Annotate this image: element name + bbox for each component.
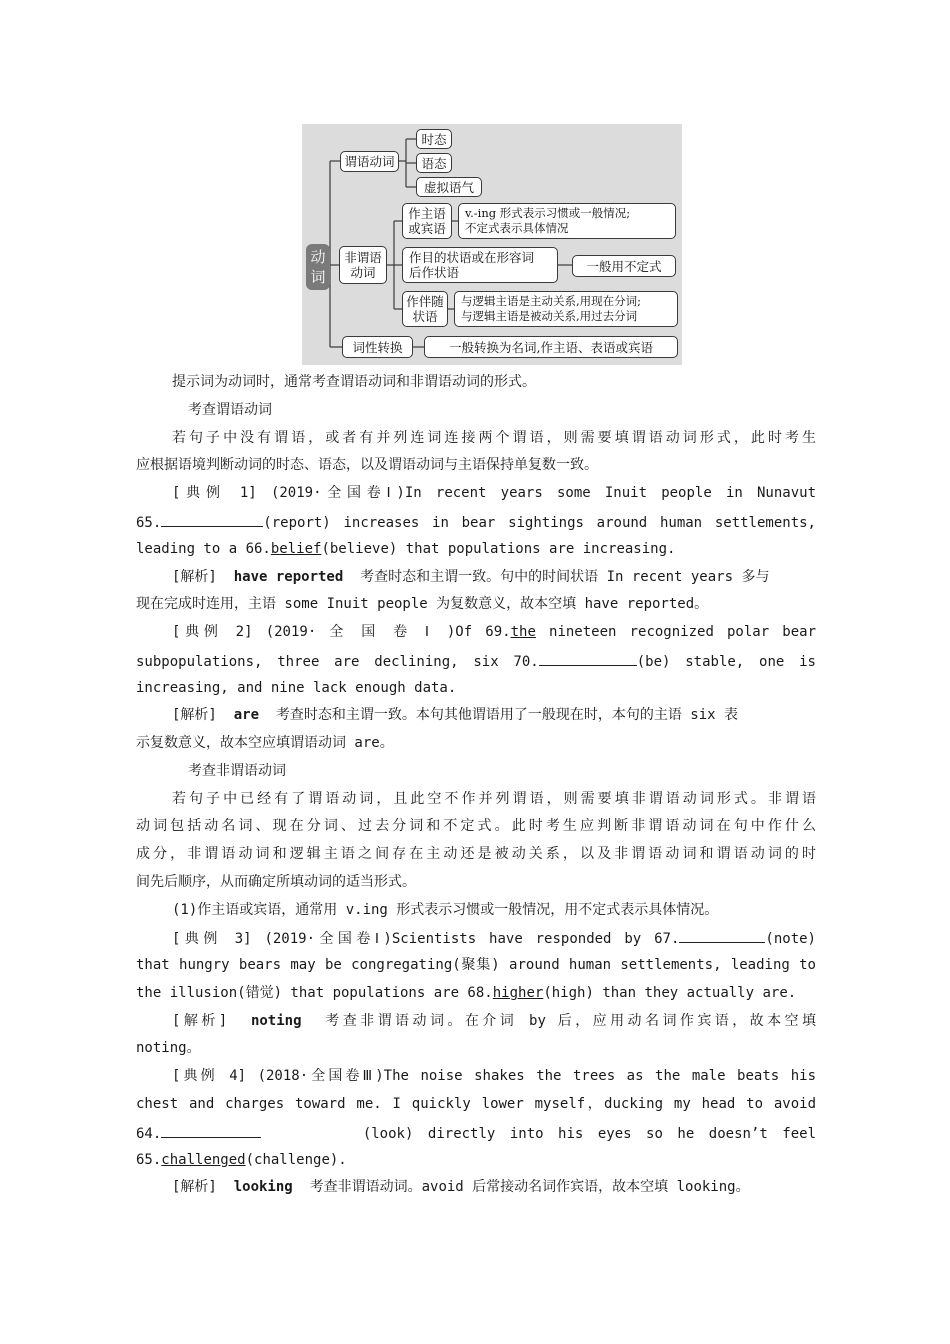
analysis-tag: [解析] bbox=[172, 707, 217, 723]
node-part-of-speech: 词性转换 bbox=[342, 336, 413, 358]
node-tense: 时态 bbox=[416, 129, 452, 149]
filled-answer-65: challenged bbox=[161, 1152, 246, 1168]
node-predicate-verb: 谓语动词 bbox=[340, 151, 399, 172]
answer-blank-64[interactable] bbox=[161, 1121, 261, 1138]
paragraph-line: 若句子中没有谓语，或者有并列连词连接两个谓语，则需要填谓语动词形式，此时考生 bbox=[172, 430, 816, 446]
example-4-line-4: 65.challenged(challenge). bbox=[136, 1152, 347, 1168]
paragraph-line: 成分，非谓语动词和逻辑主语之间存在主动还是被动关系，以及非谓语动词和谓语动词的时 bbox=[136, 846, 816, 862]
analysis-answer: looking bbox=[233, 1179, 293, 1195]
node-part-of-speech-desc: 一般转换为名词,作主语、表语或宾语 bbox=[424, 336, 678, 358]
example-tag: [典例 1] bbox=[172, 485, 257, 501]
analysis-1-line-1: [解析] have reported 考查时态和主谓一致。句中的时间状语 In recent years 多与 bbox=[172, 569, 770, 585]
answer-blank-67[interactable] bbox=[679, 926, 765, 943]
node-voice: 语态 bbox=[416, 153, 452, 173]
example-4-line-2: chest and charges toward me. I quickly lower myself，ducking my head to avoid bbox=[136, 1096, 816, 1112]
answer-blank-70[interactable] bbox=[539, 649, 637, 666]
paragraph-line: 间先后顺序，从而确定所填动词的适当形式。 bbox=[136, 874, 416, 890]
paragraph-line: 若句子中已经有了谓语动词，且此空不作并列谓语，则需要填非谓语动词形式。非谓语 bbox=[172, 791, 816, 807]
analysis-1-line-2: 现在完成时连用，主语 some Inuit people 为复数意义，故本空填 have reported。 bbox=[136, 596, 709, 612]
example-tag: [典例 4] bbox=[172, 1068, 247, 1084]
analysis-3-line-1: [解析] noting 考查非谓语动词。在介词 by 后，应用动名词作宾语，故本空填 bbox=[172, 1013, 817, 1029]
example-3-line-2: that hungry bears may be congregating(聚集) around human settlements, leading to bbox=[136, 957, 816, 973]
example-tag: [典例 3] bbox=[172, 931, 252, 947]
node-purpose-adverbial: 作目的状语或在形容词 后作状语 bbox=[402, 247, 558, 283]
analysis-answer: noting bbox=[250, 1013, 302, 1029]
diagram-root-verb: 动 词 bbox=[306, 244, 330, 290]
example-1-line-1: [典例 1] (2019·全国卷Ⅰ)In recent years some Inuit people in Nunavut bbox=[172, 485, 816, 501]
example-4-line-3: 64. (look) directly into his eyes so he doesn’t feel bbox=[136, 1121, 816, 1143]
node-subjunctive: 虚拟语气 bbox=[416, 177, 482, 197]
analysis-4-line-1: [解析] looking 考查非谓语动词。avoid 后常接动名词作宾语，故本空填 looking。 bbox=[172, 1179, 750, 1195]
node-accompanying-desc: 与逻辑主语是主动关系,用现在分词; 与逻辑主语是被动关系,用过去分词 bbox=[454, 291, 678, 327]
verb-concept-diagram bbox=[302, 124, 682, 365]
example-1-line-3: leading to a 66.belief(believe) that populations are increasing. bbox=[136, 541, 676, 557]
example-2-line-1: [典例 2] (2019· 全 国 卷 Ⅰ )Of 69.the nineteen recognized polar bear bbox=[172, 624, 816, 640]
analysis-tag: [解析] bbox=[172, 1179, 217, 1195]
analysis-answer: are bbox=[233, 707, 260, 723]
analysis-2-line-2: 示复数意义，故本空应填谓语动词 are。 bbox=[136, 735, 394, 751]
analysis-tag: [解析] bbox=[172, 1013, 228, 1029]
example-tag: [典例 2] bbox=[172, 624, 253, 640]
heading-predicate: 考查谓语动词 bbox=[188, 402, 272, 418]
filled-answer-69: the bbox=[510, 624, 536, 640]
example-3-line-3: the illusion(错觉) that populations are 68.higher(high) than they actually are. bbox=[136, 985, 797, 1001]
heading-nonfinite: 考查非谓语动词 bbox=[188, 763, 286, 779]
example-2-line-3: increasing, and nine lack enough data. bbox=[136, 680, 457, 696]
analysis-tag: [解析] bbox=[172, 569, 217, 585]
filled-answer-68: higher bbox=[492, 985, 544, 1001]
node-subject-object: 作主语 或宾语 bbox=[402, 203, 452, 239]
example-3-line-1: [典例 3] (2019·全国卷Ⅰ)Scientists have responded by 67. (note) bbox=[172, 926, 816, 948]
rule-1: (1)作主语或宾语，通常用 v.ing 形式表示习惯或一般情况，用不定式表示具体情况。 bbox=[172, 902, 719, 918]
analysis-answer: have reported bbox=[233, 569, 344, 585]
intro-text: 提示词为动词时，通常考查谓语动词和非谓语动词的形式。 bbox=[172, 374, 536, 390]
analysis-2-line-1: [解析] are 考查时态和主谓一致。本句其他谓语用了一般现在时，本句的主语 six 表 bbox=[172, 707, 739, 723]
paragraph-line: 动词包括动名词、现在分词、过去分词和不定式。此时考生应判断非谓语动词在句中作什么 bbox=[136, 818, 816, 834]
filled-answer-66: belief bbox=[270, 541, 322, 557]
node-accompanying-adverbial: 作伴随 状语 bbox=[402, 291, 448, 327]
example-2-line-2: subpopulations, three are declining, six 70. (be) stable, one is bbox=[136, 649, 816, 671]
node-nonfinite-verb: 非谓语 动词 bbox=[339, 246, 387, 284]
paragraph-line: 应根据语境判断动词的时态、语态，以及谓语动词与主语保持单复数一致。 bbox=[136, 457, 598, 473]
example-4-line-1: [典例 4] (2018·全国卷Ⅲ)The noise shakes the trees as the male beats his bbox=[172, 1068, 816, 1084]
analysis-3-line-2: noting。 bbox=[136, 1040, 201, 1056]
answer-blank-65[interactable] bbox=[161, 510, 263, 527]
node-purpose-desc: 一般用不定式 bbox=[572, 255, 676, 277]
example-1-line-2: 65. (report) increases in bear sightings around human settlements, bbox=[136, 510, 816, 532]
node-subject-object-desc: v.-ing 形式表示习惯或一般情况; 不定式表示具体情况 bbox=[458, 203, 676, 239]
